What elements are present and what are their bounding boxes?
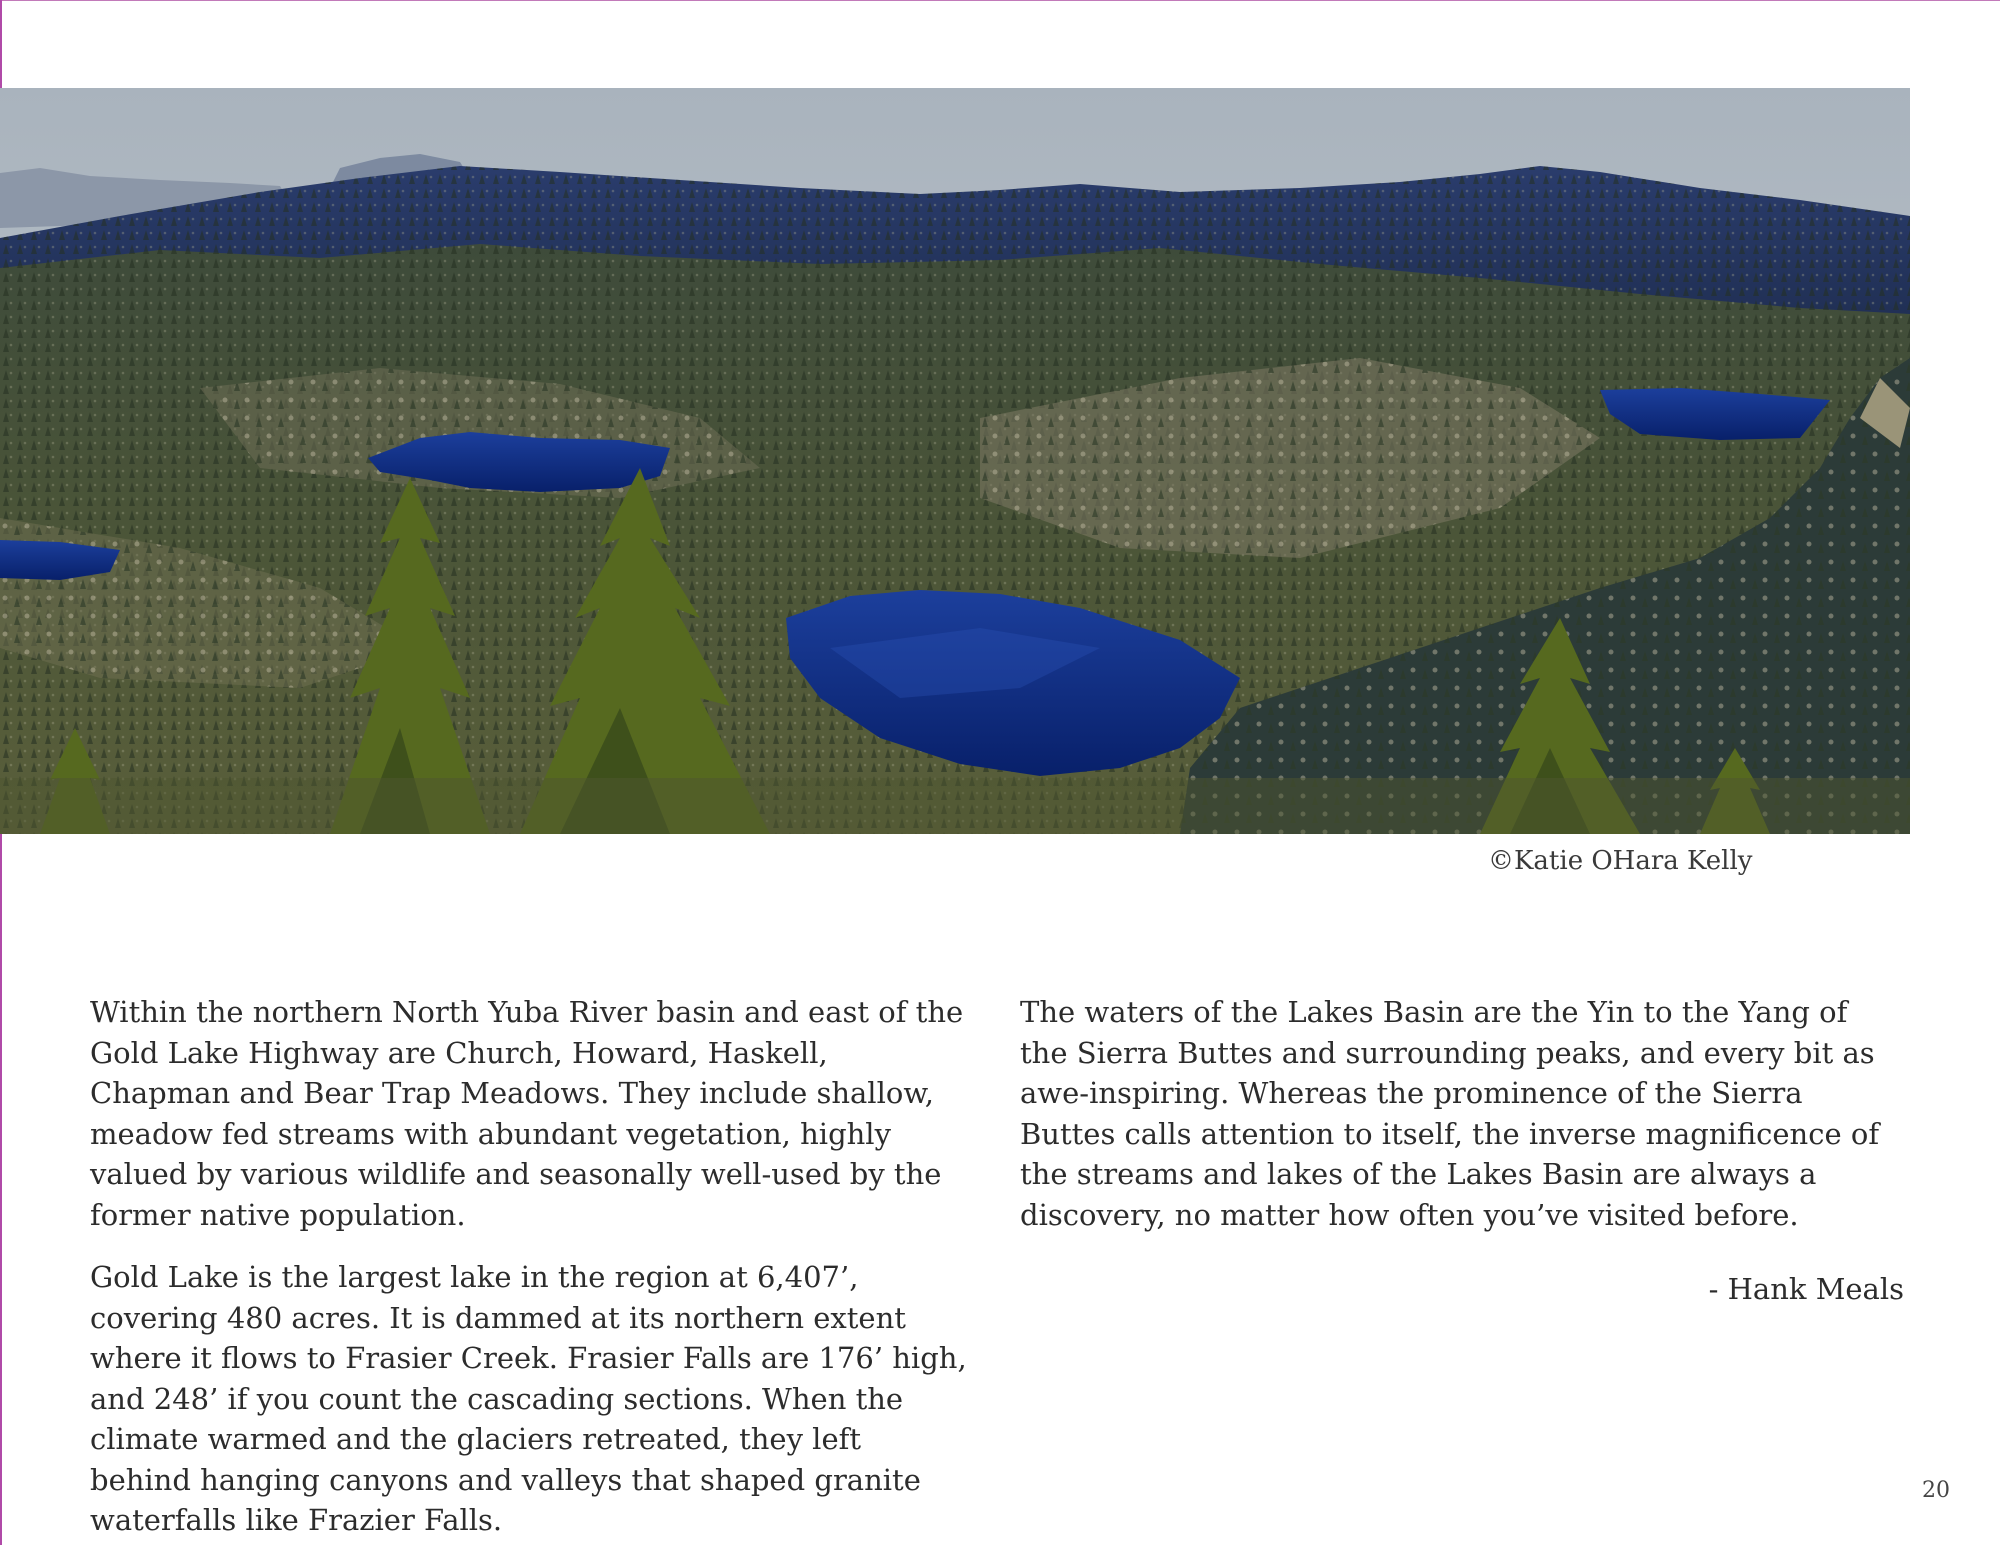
author-signature: - Hank Meals xyxy=(1708,1272,1904,1306)
left-column xyxy=(90,992,970,1563)
paragraph-lakes-basin: The waters of the Lakes Basin are the Yin to the Yang of the Sierra Buttes and surrounding peaks, and every bit as awe-inspiring. Whereas the prominence of the Sierra Buttes calls attention to itself, the inverse magnificence of the streams and lakes of the Lakes Basin are always a discovery, no matter how often you’ve visited before. xyxy=(1020,995,1880,1232)
right-column xyxy=(1020,992,1880,1257)
page-top-border xyxy=(0,0,2000,1)
paragraph-gold-lake: Gold Lake is the largest lake in the region at 6,407’, covering 480 acres. It is dammed at its northern extent where it flows to Frasier Creek. Frasier Falls are 176’ high, and 248’ if you count the cascading sections. When the climate warmed and the glaciers retreated, they left behind hanging canyons and valleys that shaped granite waterfalls like Frazier Falls. xyxy=(90,1260,967,1537)
photo-credit: ©Katie OHara Kelly xyxy=(1488,846,1753,876)
lakes-basin-photo xyxy=(0,88,1910,834)
paragraph-meadows: Within the northern North Yuba River basin and east of the Gold Lake Highway are Church, Howard, Haskell, Chapman and Bear Trap Meadows. They include shallow, meadow fed streams with abundant vegetation, highly valued by various wildlife and seasonally well-used by the former native population. xyxy=(90,995,964,1232)
page-number: 20 xyxy=(1922,1478,1950,1503)
